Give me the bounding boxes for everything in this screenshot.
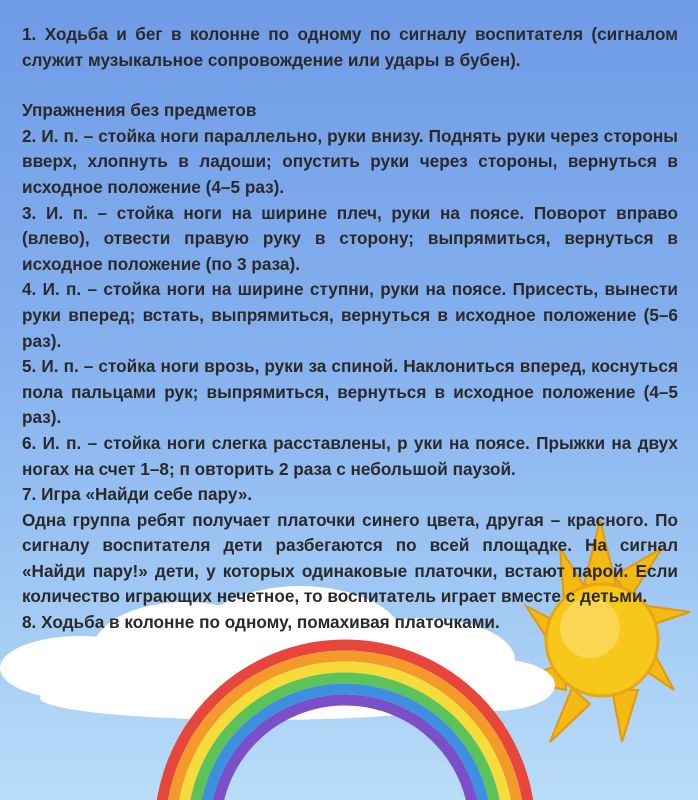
item-3: 3. И. п. – стойка ноги на ширине плеч, руки на поясе. Поворот вправо (влево), отвести правую руку в сторону; выпрямиться, вернуться в исходное положение (по 3 раза). <box>22 202 678 274</box>
item-8: 8. Ходьба в колонне по одному, помахивая платочками. <box>22 612 500 633</box>
item-7-title: 7. Игра «Найди себе пару». <box>22 484 253 505</box>
item-2: 2. И. п. – стойка ноги параллельно, руки внизу. Поднять руки через стороны вверх, хлопнуть в ладоши; опустить руки через стороны, вернуться в исходное положение (4–5 раз). <box>22 125 678 197</box>
item-7-text: Одна группа ребят получает платочки синего цвета, другая – красного. По сигналу воспитателя дети разбегаются по всей площадке. На сигнал «Найди пару!» дети, у которых одинаковые платочки, встают парой. Если количество играющих нечетное, то воспитатель играет вместе с детьми. <box>22 509 678 607</box>
item-5: 5. И. п. – стойка ноги врозь, руки за спиной. Наклониться вперед, коснуться пола пальцами рук; выпрямиться, вернуться в исходное положение (4–5 раз). <box>22 356 678 428</box>
item-1: 1. Ходьба и бег в колонне по одному по сигналу воспитателя (сигналом служит музыкальное сопровождение или удары в бубен). <box>22 24 678 70</box>
item-4: 4. И. п. – стойка ноги на ширине ступни, руки на поясе. Присесть, вынести руки вперед; встать, выпрямиться, вернуться в исходное положение (5–6 раз). <box>22 279 678 351</box>
spacer <box>22 73 678 98</box>
section-heading: Упражнения без предметов <box>22 100 257 121</box>
exercise-text <box>22 22 678 636</box>
item-6: 6. И. п. – стойка ноги слегка расставлены, р уки на поясе. Прыжки на двух ногах на счет 1–8; п овторить 2 раза с небольшой паузой. <box>22 432 678 479</box>
